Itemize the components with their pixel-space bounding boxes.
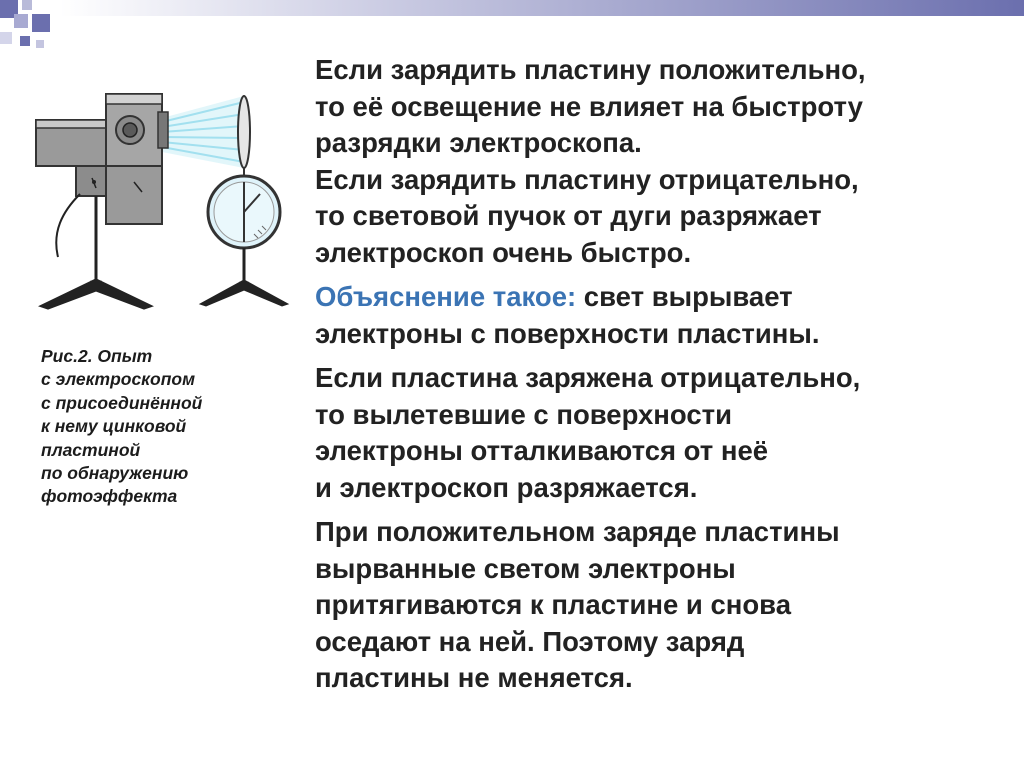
caption-line: фотоэффекта: [41, 486, 178, 507]
caption-line: с электроскопом: [41, 369, 196, 390]
slide-body: [315, 52, 1015, 705]
text-line: электроны с поверхности пластины.: [315, 317, 820, 349]
paragraph-negative-plate: [315, 360, 1015, 506]
text-line: то её освещение не влияет на быстроту: [315, 90, 863, 122]
text-line: то вылетевшие с поверхности: [315, 398, 733, 430]
caption-line: по обнаружению: [41, 463, 189, 484]
caption-line: Рис.2. Опыт: [41, 346, 153, 366]
caption-line: с присоединённой: [41, 392, 203, 413]
text-line: Если зарядить пластину положительно,: [315, 54, 866, 85]
paragraph-negative-charge: [315, 162, 1015, 272]
text-line: притягиваются к пластине и снова: [315, 589, 791, 620]
caption-line: к нему цинковой: [41, 416, 187, 437]
text-line: то световой пучок от дуги разряжает: [315, 200, 822, 231]
text-line: электроскоп очень быстро.: [315, 236, 692, 268]
explanation-label: Объяснение такое:: [315, 281, 577, 312]
electroscope-illustration: [22, 82, 290, 322]
text-line: При положительном заряде пластины: [315, 516, 840, 547]
figure-caption: [41, 345, 281, 509]
paragraph-explanation: [315, 279, 1015, 352]
top-banner: [60, 0, 1024, 16]
electroscope: [208, 176, 280, 248]
text-line: оседают на ней. Поэтому заряд: [315, 625, 745, 657]
text-line: и электроскоп разряжается.: [315, 471, 698, 503]
explanation-rest: свет вырывает: [576, 281, 793, 312]
paragraph-positive-plate: [315, 514, 1015, 697]
arc-lamp: [36, 94, 168, 257]
text-line: вырванные светом электроны: [315, 552, 736, 584]
text-line: Если пластина заряжена отрицательно,: [315, 362, 861, 393]
text-line: разрядки электроскопа.: [315, 127, 642, 158]
text-line: [315, 279, 1015, 316]
text-line: пластины не меняется.: [315, 662, 633, 693]
electroscope-stand: [200, 248, 288, 306]
caption-line: пластиной: [41, 439, 141, 460]
zinc-plate: [238, 96, 250, 168]
text-line: электроны отталкиваются от неё: [315, 435, 769, 466]
paragraph-positive-charge: [315, 52, 1015, 162]
text-line: Если зарядить пластину отрицательно,: [315, 163, 859, 195]
